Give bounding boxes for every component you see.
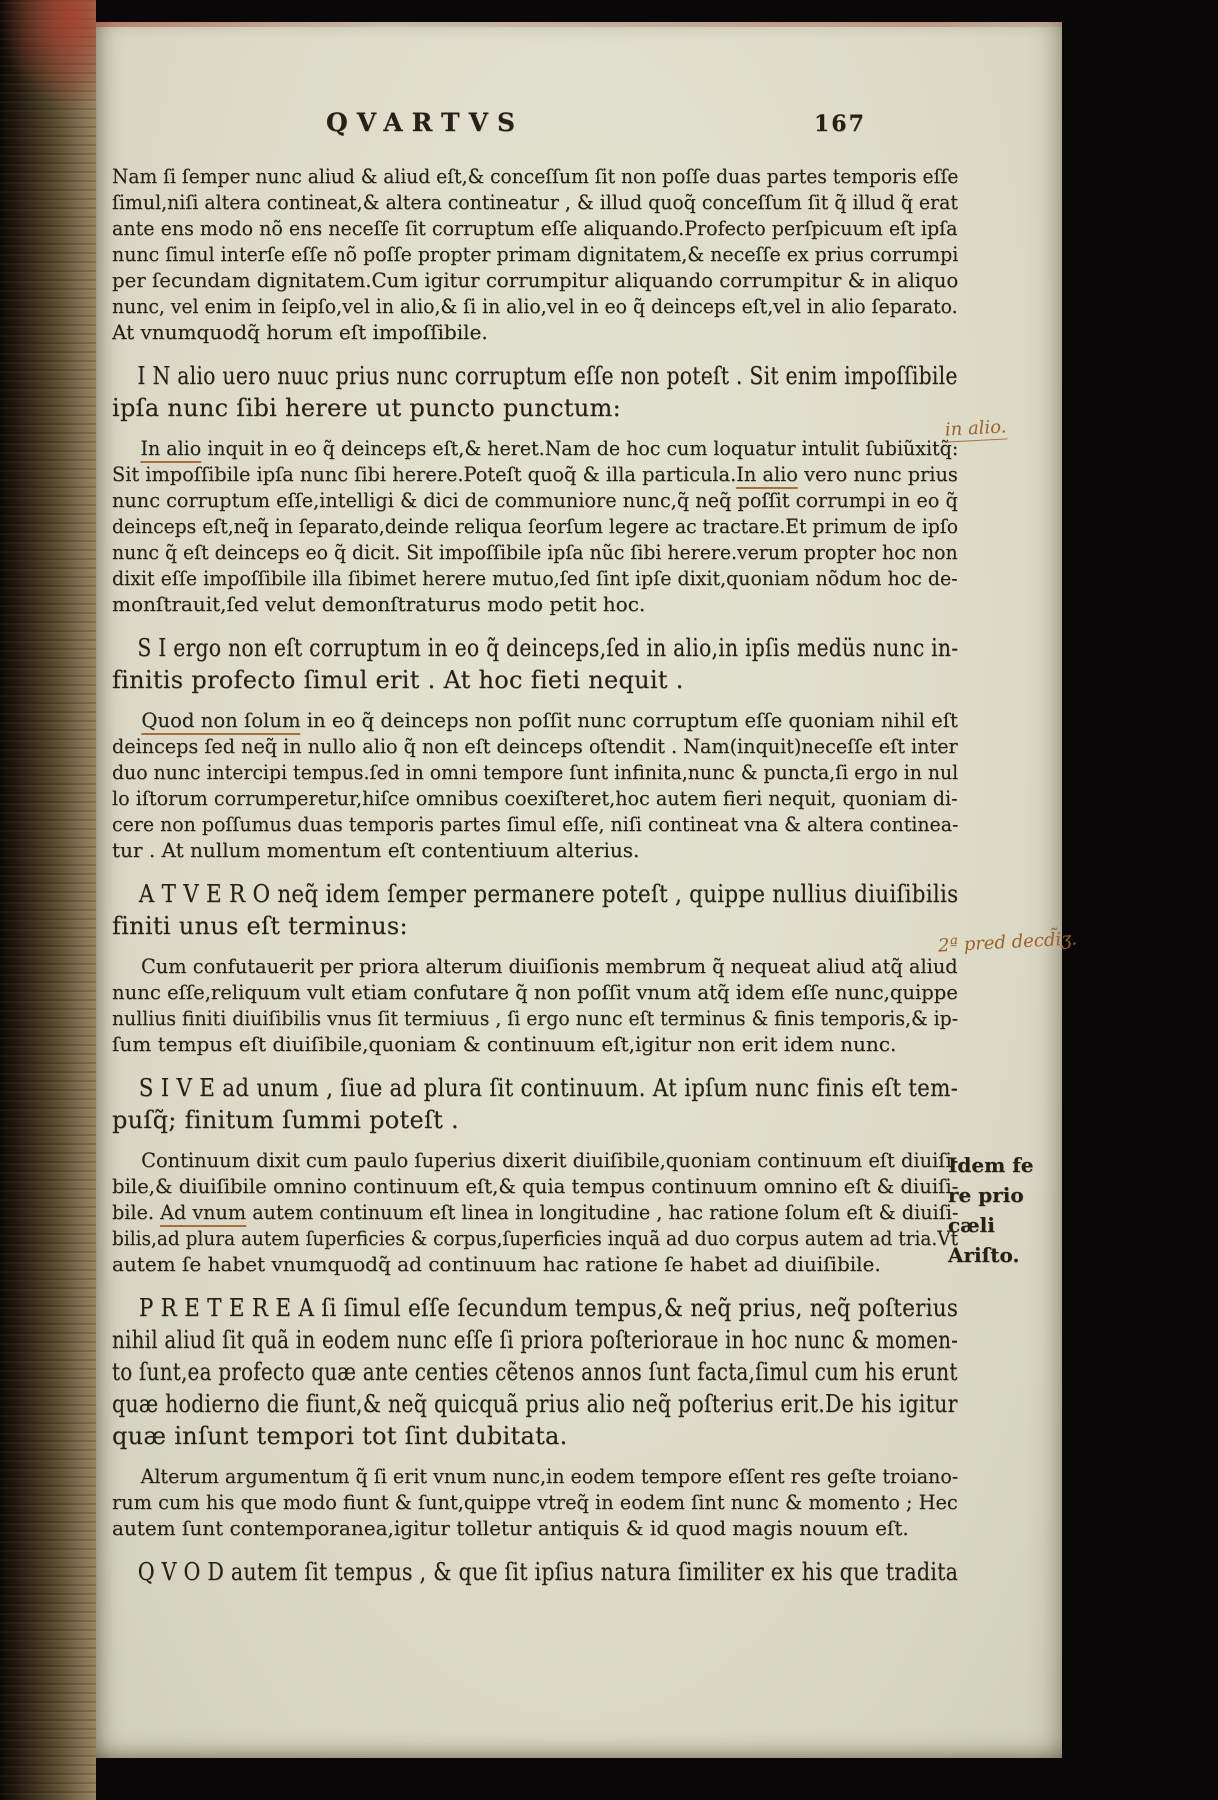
printed-margin-note-line: re prio <box>948 1183 1024 1207</box>
lemma-paragraph <box>112 632 958 696</box>
printed-margin-note-line: cæli <box>948 1213 995 1237</box>
text-line: nunc ſimul interſe eſſe nõ poſſe propter primam dignitatem,& neceſſe ex prius corrumpi <box>112 242 959 266</box>
printed-margin-note-line: Idem fe <box>948 1153 1034 1177</box>
text-line: Cum confutauerit per priora alterum diuiſionis membrum q̃ nequeat aliud atq̃ aliud <box>141 954 958 978</box>
annotation-underline: Ad vnum <box>160 1200 246 1227</box>
text-line: Sit impoſſibile ipſa nunc ſibi herere.Poteſt quoq̃ & illa particula.In alio vero nunc prius <box>112 461 929 487</box>
text-line: Continuum dixit cum paulo ſuperius dixerit diuiſibile,quoniam continuum eſt diuiſi- <box>141 1148 959 1172</box>
text-line: I N alio uero nuuc prius nunc corruptum eſſe non poteſt . Sit enim impoſſibile <box>137 362 958 390</box>
text-line: bilis,ad plura autem ſuperficies & corpus,ſuperficies inquã ad duo corpus autem ad tria.Vt <box>112 1226 958 1250</box>
text-line: bile. Ad vnum autem continuum eſt linea in longitudine , hac ratione ſolum eſt & diuiſi- <box>112 1199 923 1225</box>
handwritten-margin-note: in alio. <box>944 416 1008 441</box>
text-line: quæ inſunt tempori tot ſint dubitata. <box>112 1422 568 1450</box>
text-line: P R E T E R E A ſi ſimul eſſe ſecundum tempus,& neq̃ prius, neq̃ poſterius <box>138 1294 959 1322</box>
text-line: Quod non ſolum in eo q̃ deinceps non poſſit nunc corruptum eſſe quoniam nihil eſt <box>112 707 941 733</box>
book-fore-edge <box>0 0 96 1800</box>
text-line: dixit eſſe impoſſibile illa ſibimet herere mutuo,ſed ſint ipſe dixit,quoniam nõdum hoc de- <box>112 566 958 590</box>
text-line: ſimul,niſi altera contineat,& altera contineatur , & illud quoq̃ conceſſum ſit q̃ illud q̃ erat <box>112 190 958 214</box>
text-line: bile,& diuiſibile omnino continuum eſt,& quia tempus continuum omnino eſt & diuiſi- <box>112 1174 959 1198</box>
page-title: QVARTVS <box>326 108 525 137</box>
lemma-paragraph <box>112 360 958 424</box>
commentary-paragraph <box>112 163 958 345</box>
running-header <box>112 108 958 154</box>
commentary-paragraph <box>112 1463 958 1541</box>
printed-margin-note <box>948 1150 1064 1270</box>
red-edge-stain <box>0 0 96 110</box>
lemma-paragraph <box>112 878 958 942</box>
text-line: finiti unus eſt terminus: <box>112 912 408 940</box>
printed-margin-note-line: Ariſto. <box>948 1243 1020 1267</box>
red-top-edge-stain <box>96 22 1062 27</box>
text-line: ipſa nunc ſibi herere ut puncto punctum: <box>112 394 622 422</box>
text-line: finitis profecto ſimul erit . At hoc fieti nequit . <box>112 666 684 694</box>
text-line: In alio inquit in eo q̃ deinceps eſt,& heret.Nam de hoc cum loquatur intulit ſubiũxitq̃: <box>112 435 915 461</box>
lemma-paragraph <box>112 1292 958 1452</box>
text-line: nullius finiti diuiſibilis vnus ſit termiuus , ſi ergo nunc eſt terminus & finis temporis,& ip- <box>112 1006 959 1030</box>
text-line: Q V O D autem ſit tempus , & que ſit ipſius natura ſimiliter ex his que tradita <box>137 1558 959 1586</box>
lemma-paragraph <box>112 1556 958 1588</box>
text-line: At vnumquodq̃ horum eſt impoſſibile. <box>112 320 488 344</box>
text-line: rum cum his que modo fiunt & ſunt,quippe vtreq̃ in eodem ſint nunc & momento ; Hec <box>112 1490 958 1514</box>
annotation-underline: In alio <box>140 436 201 463</box>
text-line: tur . At nullum momentum eſt contentiuum alterius. <box>112 838 640 862</box>
text-line: per ſecundam dignitatem.Cum igitur corrumpitur aliquando corrumpitur & in aliquo <box>112 268 959 292</box>
commentary-paragraph <box>112 1147 958 1277</box>
text-line: cere non poſſumus duas temporis partes ſimul eſſe, niſi contineat vna & altera continea- <box>112 812 959 836</box>
book-page <box>96 22 1078 1758</box>
text-line: Nam ſi ſemper nunc aliud & aliud eſt,& conceſſum ſit non poſſe duas partes temporis eſſe <box>112 164 959 188</box>
text-line: duo nunc intercipi tempus.ſed in omni tempore ſunt infinita,nunc & puncta,ſi ergo in nul <box>112 760 959 784</box>
text-line: ante ens modo nõ ens neceſſe ſit corruptum eſſe aliquando.Profecto perſpicuum eſt ipſa <box>112 216 958 240</box>
commentary-paragraph <box>112 435 958 617</box>
text-line: deinceps eſt,neq̃ in ſeparato,deinde reliqua ſeorſum legere ac tractare.Et primum de ipſo <box>112 514 959 538</box>
text-line: A T V E R O neq̃ idem ſemper permanere poteſt , quippe nullius diuiſibilis <box>138 880 959 908</box>
text-line: deinceps ſed neq̃ in nullo alio q̃ non eſt deinceps oſtendit . Nam(inquit)neceſſe eſt inter <box>112 734 958 758</box>
page-number: 167 <box>814 111 866 137</box>
annotation-underline: In alio <box>736 462 798 489</box>
text-line: S I ergo non eſt corruptum in eo q̃ deinceps,ſed in alio,in ipſis medüs nunc in- <box>137 634 959 662</box>
commentary-paragraph <box>112 707 958 863</box>
handwritten-margin-note: 2ª pred decd̃iʒ. <box>937 928 1078 957</box>
text-line: nunc q̃ eſt deinceps eo q̃ dicit. Sit impoſſibile ipſa nũc ſibi herere.verum propter hoc non <box>112 540 958 564</box>
text-line: monſtrauit,ſed velut demonſtraturus modo petit hoc. <box>112 592 646 616</box>
text-line: nunc corruptum eſſe,intelligi & dici de communiore nunc,q̃ neq̃ poſſit corrumpi in eo q̃ <box>112 488 958 512</box>
text-column <box>112 108 958 1588</box>
lemma-paragraph <box>112 1072 958 1136</box>
text-line: nihil aliud ſit quã in eodem nunc eſſe ſi priora poſterioraue in hoc nunc & momen- <box>112 1326 959 1354</box>
text-line: Alterum argumentum q̃ ſi erit vnum nunc,in eodem tempore eſſent res geſte troiano- <box>140 1464 959 1488</box>
text-line: lo iſtorum corrumperetur,hiſce omnibus coexiſteret,hoc autem fieri nequit, quoniam di- <box>112 786 958 810</box>
commentary-paragraph <box>112 953 958 1057</box>
annotation-underline: Quod non ſolum <box>141 708 300 735</box>
text-line: puſq̃; finitum ſummi poteſt . <box>112 1106 459 1134</box>
text-line: nunc eſſe,reliquum vult etiam confutare q̃ non poſſit vnum atq̃ idem eſſe nunc,quippe <box>112 980 958 1004</box>
text-line: autem ſe habet vnumquodq̃ ad continuum hac ratione ſe habet ad diuiſibile. <box>112 1252 881 1276</box>
text-line: quæ hodierno die fiunt,& neq̃ quicquã prius alio neq̃ poſterius erit.De his igitur <box>112 1390 958 1418</box>
page-stack-striations <box>0 0 96 1800</box>
text-line: to ſunt,ea profecto quæ ante centies cẽtenos annos ſunt facta,ſimul cum his erunt <box>112 1358 958 1386</box>
text-line: autem ſunt contemporanea,igitur tolletur antiquis & id quod magis nouum eſt. <box>112 1516 909 1540</box>
text-line: S I V E ad unum , ſiue ad plura ſit continuum. At ipſum nunc finis eſt tem- <box>138 1074 959 1102</box>
text-line: ſum tempus eſt diuiſibile,quoniam & continuum eſt,igitur non erit idem nunc. <box>112 1032 897 1056</box>
text-line: nunc, vel enim in ſeipſo,vel in alio,& ſi in alio,vel in eo q̃ deinceps eſt,vel in alio ſeparato. <box>112 294 958 318</box>
